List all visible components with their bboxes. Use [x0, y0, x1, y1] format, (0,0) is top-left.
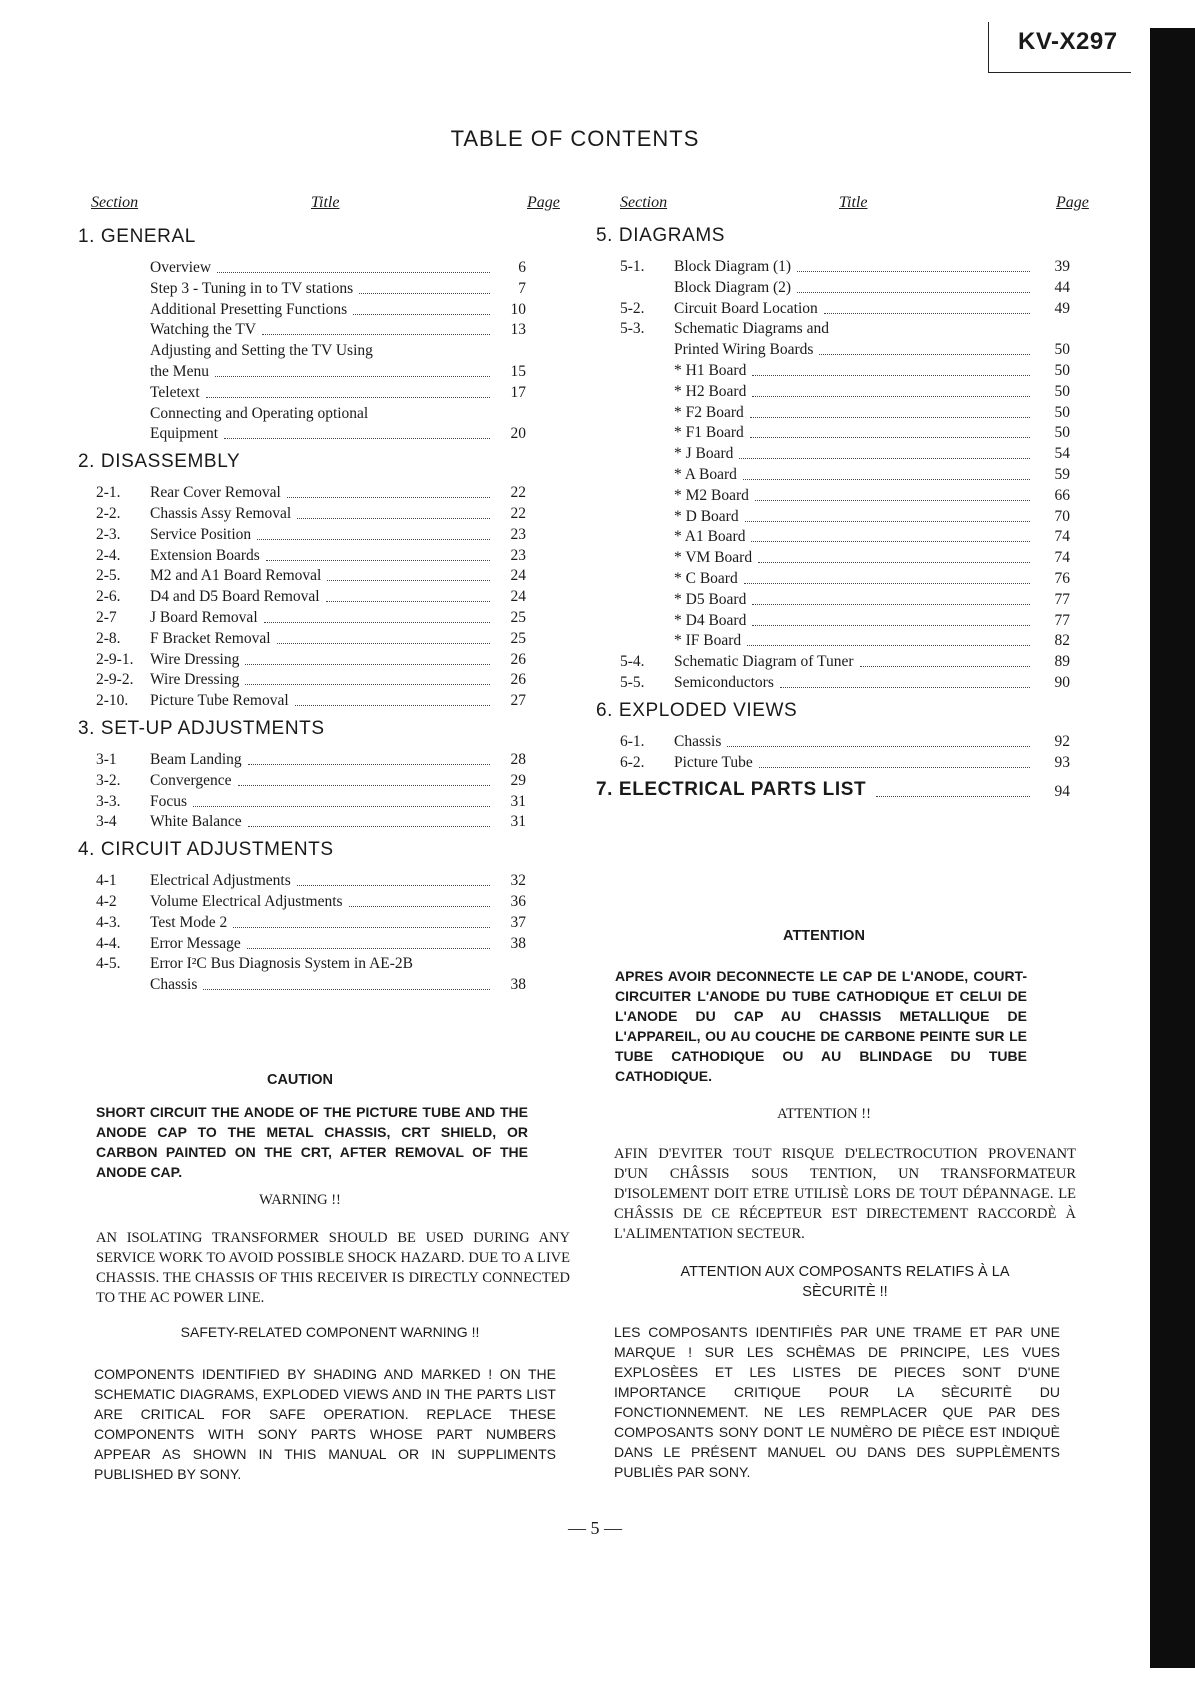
left-toc-entry: [0, 791, 1150, 813]
entry-title: * J Board: [674, 445, 734, 463]
entry-title: Equipment: [150, 425, 219, 443]
leader-dots: [797, 292, 1030, 293]
entry-title: Test Mode 2: [150, 913, 228, 931]
entry-page: 38: [510, 934, 526, 952]
entry-title: * VM Board: [674, 549, 753, 567]
right-toc-entry: [0, 464, 1150, 486]
safety-text: COMPONENTS IDENTIFIED BY SHADING AND MARKED ! ON THE SCHEMATIC DIAGRAMS, EXPLODED VIEWS AND IN THE PARTS LIST ARE CRITICAL FOR SAFE OPERATION. REPLACE THESE COMPONENTS WITH SONY PARTS WHOSE PART NUMBERS APPEAR AS SHOWN IN THIS MANUAL OR IN SUPPLIMENTS PUBLISHED BY SONY.: [94, 1366, 556, 1482]
entry-page: 38: [510, 976, 526, 994]
caution-text: SHORT CIRCUIT THE ANODE OF THE PICTURE TUBE AND THE ANODE CAP TO THE METAL CHASSIS, CRT SHIELD, OR CARBON PAINTED ON THE CRT, AFTER REMOVAL OF THE ANODE CAP.: [96, 1104, 528, 1180]
left-section-heading: 4. CIRCUIT ADJUSTMENTS: [78, 839, 334, 861]
leader-dots: [745, 521, 1030, 522]
entry-page: 54: [1054, 445, 1070, 463]
leader-dots: [233, 927, 490, 928]
right-page-header: Page: [1056, 194, 1089, 211]
entry-page: 39: [1054, 258, 1070, 275]
left-section-heading: 2. DISASSEMBLY: [78, 451, 241, 473]
entry-page: 7: [518, 279, 526, 297]
right-title-header: Title: [839, 194, 868, 211]
entry-number: 6-2.: [620, 753, 645, 771]
leader-dots: [248, 826, 490, 827]
attention2-heading: ATTENTION !!: [777, 1106, 871, 1122]
entry-number: 6-1.: [620, 732, 645, 750]
entry-title: Circuit Board Location: [674, 299, 818, 317]
entry-title: Picture Tube: [674, 753, 753, 771]
right-toc-entry: [0, 298, 1150, 320]
entry-title: * D Board: [674, 507, 739, 525]
leader-dots: [755, 500, 1030, 501]
safety-heading: SAFETY-RELATED COMPONENT WARNING !!: [180, 1324, 480, 1340]
entry-number: 5-2.: [620, 299, 645, 317]
entry-title: D4 and D5 Board Removal: [150, 588, 320, 606]
entry-title: M2 and A1 Board Removal: [150, 567, 322, 585]
entry-page: 74: [1054, 549, 1070, 567]
entry-page: 77: [1054, 611, 1070, 629]
entry-title: * F1 Board: [674, 424, 744, 442]
entry-title: Error I²C Bus Diagnosis System in AE-2B: [150, 955, 413, 973]
entry-number: 5-4.: [620, 653, 645, 671]
right-toc-entry: [0, 381, 1150, 403]
entry-page: 26: [510, 671, 526, 689]
leader-dots: [752, 604, 1030, 605]
entry-page: 25: [510, 609, 526, 626]
entry-number: 2-8.: [96, 629, 121, 647]
entry-page: 10: [510, 300, 526, 318]
right-toc-entry: [0, 610, 1150, 632]
entry-page: 28: [510, 751, 526, 768]
leader-dots: [752, 625, 1030, 626]
right-toc-entry: [0, 589, 1150, 611]
entry-title: White Balance: [150, 813, 242, 831]
entry-page: 6: [518, 259, 526, 276]
entry-page: 31: [510, 792, 526, 810]
right-toc-entry: [0, 547, 1150, 569]
entry-page: 25: [510, 629, 526, 647]
right-toc-entry: [0, 360, 1150, 382]
entry-page: 82: [1054, 632, 1070, 650]
entry-title: * C Board: [674, 570, 738, 587]
right-toc-entry: [0, 485, 1150, 507]
entry-number: 2-7: [96, 609, 117, 626]
leader-dots: [819, 354, 1030, 355]
entry-title: Convergence: [150, 771, 232, 789]
entry-title: F Bracket Removal: [150, 629, 271, 647]
entry-number: 3-2.: [96, 771, 121, 789]
leader-dots: [238, 785, 490, 786]
leader-dots: [349, 906, 490, 907]
entry-page: 23: [510, 525, 526, 543]
entry-page: 50: [1054, 341, 1070, 359]
leader-dots: [750, 437, 1030, 438]
leader-dots: [876, 796, 1030, 797]
entry-page: 76: [1054, 570, 1070, 587]
entry-title: Wire Dressing: [150, 671, 240, 689]
leader-dots: [752, 396, 1030, 397]
right-section-heading: 5. DIAGRAMS: [596, 225, 726, 246]
entry-title: * M2 Board: [674, 486, 749, 504]
leader-dots: [759, 767, 1030, 768]
leader-dots: [193, 806, 490, 807]
entry-title: Connecting and Operating optional: [150, 404, 369, 422]
entry-number: 5-3.: [620, 320, 645, 338]
entry-title: Wire Dressing: [150, 650, 240, 668]
entry-number: 3-3.: [96, 792, 121, 810]
warning-text: AN ISOLATING TRANSFORMER SHOULD BE USED DURING ANY SERVICE WORK TO AVOID POSSIBLE SHOCK HAZARD. DUE TO A LIVE CHASSIS. THE CHASSIS OF THIS RECEIVER IS DIRECTLY CONNECTED TO THE AC POWER LINE.: [96, 1230, 570, 1306]
entry-page: 17: [510, 383, 526, 401]
entry-page: 22: [510, 505, 526, 522]
entry-title: Schematic Diagram of Tuner: [674, 653, 854, 671]
entry-title: * A1 Board: [674, 528, 746, 546]
entry-title: Rear Cover Removal: [150, 484, 281, 502]
right-toc-entry: [0, 752, 1150, 774]
entry-title: Printed Wiring Boards: [674, 341, 814, 359]
entry-page: 77: [1054, 590, 1070, 608]
leader-dots: [739, 458, 1030, 459]
attention3-heading: ATTENTION AUX COMPOSANTS RELATIFS À LA SÈCURITÈ !!: [680, 1264, 1010, 1300]
left-section-heading: 1. GENERAL: [78, 226, 196, 247]
entry-number: 2-9-1.: [96, 650, 134, 668]
entry-number: 4-4.: [96, 934, 121, 952]
entry-number: 2-9-2.: [96, 671, 134, 689]
leader-dots: [744, 583, 1030, 584]
entry-title: * D4 Board: [674, 611, 747, 629]
leader-dots: [797, 271, 1030, 272]
entry-page: 50: [1054, 403, 1070, 421]
right-toc-entry: [0, 256, 1150, 278]
entry-title: * D5 Board: [674, 590, 747, 608]
entry-number: 2-3.: [96, 525, 121, 543]
entry-number: 4-1: [96, 872, 117, 890]
entry-number: 2-4.: [96, 546, 121, 564]
entry-page: 24: [510, 567, 526, 585]
right-toc-entry: [0, 506, 1150, 528]
entry-title: * IF Board: [674, 632, 742, 650]
left-toc-entry: [0, 891, 1150, 913]
entry-title: Error Message: [150, 934, 241, 952]
entry-page: 20: [510, 425, 526, 443]
left-page-header: Page: [527, 194, 560, 211]
entry-title: Service Position: [150, 525, 252, 543]
entry-page: 44: [1054, 278, 1070, 296]
entry-page: 50: [1054, 424, 1070, 442]
entry-page: 50: [1054, 382, 1070, 400]
leader-dots: [824, 313, 1030, 314]
right-toc-entry: [0, 568, 1150, 590]
entry-title: Adjusting and Setting the TV Using: [150, 342, 373, 360]
right-section-heading: 7. ELECTRICAL PARTS LIST: [596, 779, 867, 801]
entry-page: 89: [1054, 653, 1070, 671]
right-toc-entry: [0, 672, 1150, 694]
entry-title: the Menu: [150, 363, 209, 380]
entry-title: Semiconductors: [674, 674, 774, 691]
entry-title: Chassis Assy Removal: [150, 505, 292, 522]
right-toc-entry: [0, 422, 1150, 444]
entry-page: 50: [1054, 362, 1070, 379]
leader-dots: [743, 479, 1030, 480]
entry-title: Schematic Diagrams and: [674, 320, 829, 338]
entry-title: Block Diagram (2): [674, 278, 792, 296]
entry-title: Volume Electrical Adjustments: [150, 893, 343, 910]
leader-dots: [780, 687, 1030, 688]
entry-page: 90: [1054, 674, 1070, 691]
entry-number: 2-10.: [96, 692, 129, 710]
entry-number: 2-6.: [96, 588, 121, 606]
leader-dots: [751, 541, 1030, 542]
entry-number: 2-5.: [96, 567, 121, 585]
right-toc-entry: [0, 339, 1150, 361]
entry-page: 36: [510, 893, 526, 910]
right-page-number: 94: [1054, 783, 1070, 801]
leader-dots: [860, 666, 1030, 667]
warning-heading: WARNING !!: [259, 1192, 341, 1208]
entry-page: 59: [1054, 466, 1070, 483]
entry-title: Focus: [150, 792, 188, 810]
leader-dots: [727, 746, 1030, 747]
entry-page: 23: [510, 546, 526, 564]
left-section-header: Section: [91, 194, 139, 211]
page-number: — 5 —: [568, 1518, 622, 1538]
entry-title: Overview: [150, 259, 212, 276]
entry-page: 74: [1054, 528, 1070, 546]
leader-dots: [747, 645, 1030, 646]
entry-title: Chassis: [150, 976, 198, 994]
entry-page: 49: [1054, 299, 1070, 317]
leader-dots: [750, 417, 1030, 418]
entry-title: * F2 Board: [674, 403, 744, 421]
entry-number: 5-5.: [620, 674, 645, 691]
right-toc-entry: [0, 731, 1150, 753]
entry-page: 24: [510, 588, 526, 606]
entry-page: 93: [1054, 753, 1070, 771]
page-title: TABLE OF CONTENTS: [450, 126, 700, 151]
entry-page: 92: [1054, 732, 1070, 750]
entry-title: * A Board: [674, 466, 737, 483]
entry-title: Beam Landing: [150, 751, 242, 768]
entry-title: Step 3 - Tuning in to TV stations: [150, 279, 354, 297]
entry-page: 13: [510, 321, 526, 339]
entry-title: Electrical Adjustments: [150, 872, 291, 890]
entry-page: 29: [510, 771, 526, 789]
attention3-text: LES COMPOSANTS IDENTIFIÈS PAR UNE TRAME ET PAR UNE MARQUE ! SUR LES SCHÈMAS DE PRINCIPE, LES VUES EXPLOSÈES ET LES LISTES DE PIECES SONT D'UNE IMPORTANCE CRITIQUE POUR LA SÈCURITÈ DU FONCTIONNEMENT. NE LES REMPLACER QUE PAR DES COMPOSANTS SONY DONT LE NUMÈRO DE PIÈCE EST INDIQUÈ DANS LE PRÉSENT MANUEL OU DANS DES SUPPLÈMENTS PUBLIÈS PAR SONY.: [614, 1324, 1060, 1480]
entry-number: 4-2: [96, 893, 117, 910]
entry-number: 3-4: [96, 813, 117, 831]
entry-number: 3-1: [96, 751, 117, 768]
entry-page: 31: [510, 813, 526, 831]
left-toc-entry: [0, 870, 1150, 892]
leader-dots: [295, 705, 490, 706]
entry-page: 37: [510, 913, 526, 931]
entry-title: Extension Boards: [150, 546, 260, 564]
entry-title: Teletext: [150, 383, 200, 401]
right-toc-entry: [0, 630, 1150, 652]
entry-title: * H2 Board: [674, 382, 747, 400]
left-toc-entry: [0, 811, 1150, 833]
leader-dots: [758, 562, 1030, 563]
entry-page: 32: [510, 872, 526, 890]
attention2-text: AFIN D'EVITER TOUT RISQUE D'ELECTROCUTION PROVENANT D'UN CHÂSSIS SOUS TENTION, UN TRANSFORMATEUR D'ISOLEMENT DOIT ETRE UTILISÈ LORS DE TOUT DÉPANNAGE. LE CHÂSSIS DE CE RÉCEPTEUR EST DIRECTEMENT RACCORDÈ À L'ALIMENTATION SECTEUR.: [614, 1146, 1076, 1242]
entry-number: 5-1.: [620, 258, 645, 275]
entry-title: J Board Removal: [150, 609, 258, 626]
entry-number: 2-1.: [96, 484, 121, 502]
entry-page: 27: [510, 692, 526, 710]
entry-page: 70: [1054, 507, 1070, 525]
entry-title: Block Diagram (1): [674, 258, 792, 275]
right-toc-entry: [0, 402, 1150, 424]
entry-title: Picture Tube Removal: [150, 692, 289, 710]
left-section-heading: 3. SET-UP ADJUSTMENTS: [78, 718, 325, 739]
leader-dots: [297, 885, 490, 886]
entry-title: Watching the TV: [150, 321, 257, 339]
entry-page: 22: [510, 484, 526, 502]
model-number: KV-X297: [1018, 28, 1118, 55]
attention-text: APRES AVOIR DECONNECTE LE CAP DE L'ANODE, COURT-CIRCUITER L'ANODE DU TUBE CATHODIQUE ET CELUI DE L'ANODE DU CAP AU CHASSIS METALLIQUE DE L'APPAREIL, OU AU COUCHE DE CARBONE PEINTE SUR LE TUBE CATHODIQUE OU AU BLINDAGE DU TUBE CATHODIQUE.: [615, 968, 1027, 1084]
attention-heading: ATTENTION: [783, 928, 865, 944]
entry-page: 15: [510, 363, 526, 380]
scan-edge-bar: [1150, 28, 1195, 1668]
right-toc-entry: [0, 651, 1150, 673]
right-section-heading: 6. EXPLODED VIEWS: [596, 699, 798, 721]
entry-number: 2-2.: [96, 505, 121, 522]
right-toc-entry: [0, 526, 1150, 548]
leader-dots: [247, 948, 490, 949]
leader-dots: [752, 375, 1030, 376]
entry-title: * H1 Board: [674, 362, 747, 379]
leader-dots: [203, 989, 490, 990]
left-title-header: Title: [311, 194, 340, 211]
right-toc-entry: [0, 318, 1150, 340]
entry-number: 4-5.: [96, 955, 121, 973]
right-section-header: Section: [620, 194, 668, 211]
right-toc-entry: [0, 443, 1150, 465]
entry-title: Chassis: [674, 732, 722, 750]
entry-page: 66: [1054, 486, 1070, 504]
right-toc-entry: [0, 277, 1150, 299]
entry-title: Additional Presetting Functions: [150, 300, 348, 318]
entry-page: 26: [510, 650, 526, 668]
caution-heading: CAUTION: [266, 1072, 334, 1088]
entry-number: 4-3.: [96, 913, 121, 931]
